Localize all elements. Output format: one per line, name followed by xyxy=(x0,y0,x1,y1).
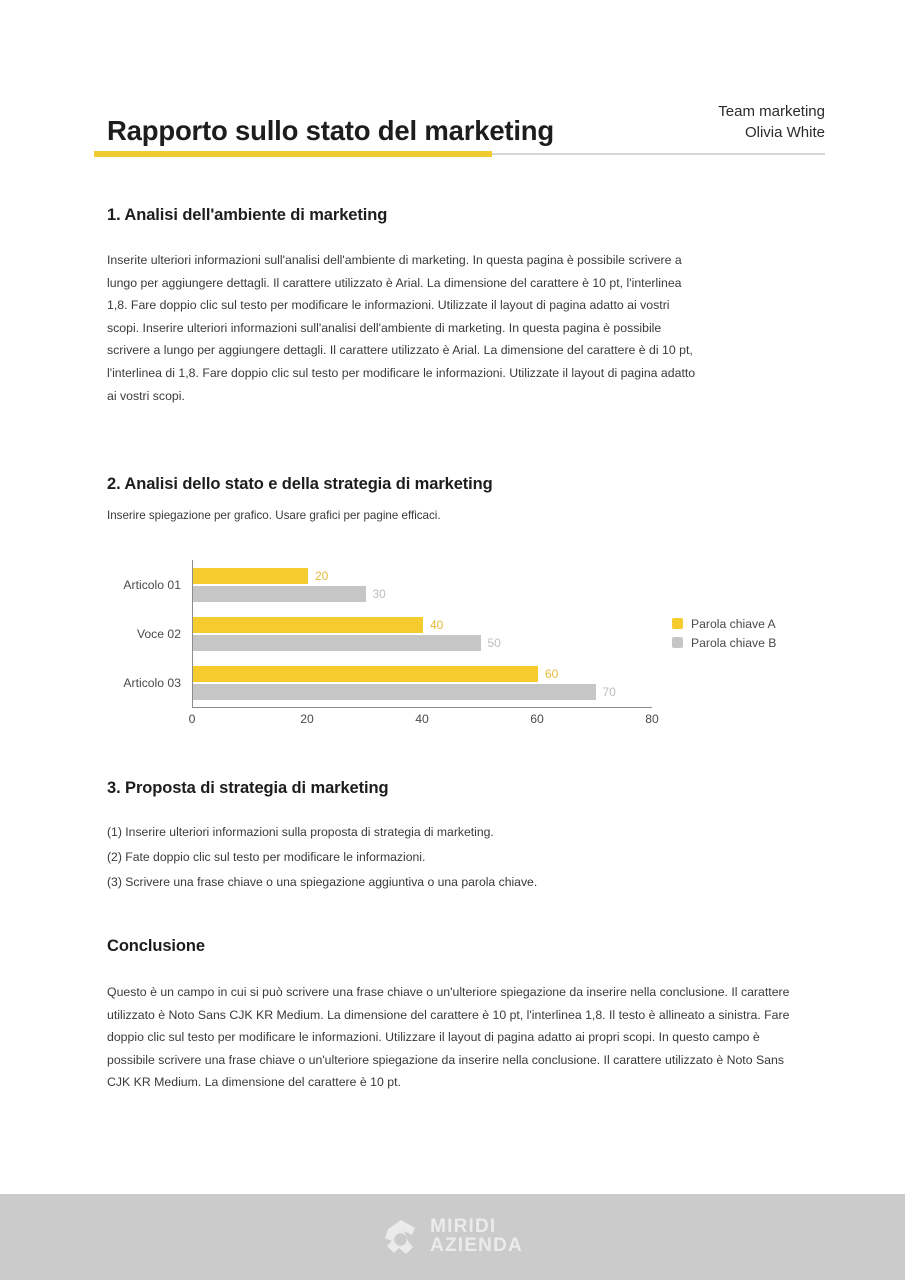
chart-bar xyxy=(193,568,308,584)
chart-bar-row xyxy=(193,666,642,682)
chart-bar xyxy=(193,684,596,700)
section-1-heading: 1. Analisi dell'ambiente di marketing xyxy=(107,206,388,224)
chart-legend xyxy=(672,614,842,652)
chart-bar-value-label: 70 xyxy=(602,685,616,700)
section-3 xyxy=(107,779,807,895)
chart-category-group xyxy=(136,617,642,651)
chart-bar-row xyxy=(193,617,642,633)
chart-bar-row xyxy=(193,684,642,700)
chart-bar-row xyxy=(193,568,642,584)
chart-bar-value-label: 50 xyxy=(487,636,501,650)
byline-team: Team marketing xyxy=(718,102,825,120)
chart-legend-item xyxy=(672,633,842,652)
chart-x-tick: 80 xyxy=(645,712,659,726)
chart-bar-value-label: 40 xyxy=(430,618,444,632)
chart-bar-value-label: 20 xyxy=(315,568,329,583)
chart-bar-value-label: 30 xyxy=(372,586,386,601)
section-2 xyxy=(107,475,807,524)
chart-legend-swatch xyxy=(672,637,683,648)
chart-plot-area xyxy=(123,560,659,726)
section-1-body: Inserite ulteriori informazioni sull'analisi dell'ambiente di marketing. In questa pagina è possibile scrivere a lungo per aggiungere dettagli. Il carattere utilizzato è Arial. La dimensione del carattere è 10 pt, l'interlinea 1,8. Fare doppio clic sul testo per modificare le informazioni. Utilizzate il layout di pagina adatto ai vostri scopi. Inserire ulteriori informazioni sull'analisi dell'ambiente di marketing. In questa pagina è possibile scrivere a lungo per aggiungere dettagli. Il carattere utilizzato è Arial. La dimensione del carattere è di 10 pt, l'interlinea di 1,8. Fare doppio clic sul testo per modificare le informazioni. Utilizzate il layout di pagina adatto ai vostri scopi. xyxy=(107,253,696,403)
section-4-body: Questo è un campo in cui si può scrivere una frase chiave o un'ulteriore spiegazione da inserire nella conclusione. Il carattere utilizzato è Noto Sans CJK KR Medium. La dimensione del carattere è 10 pt, l'interlinea 1,8. Il testo è allineato a sinistra. Fare doppio clic sul testo per modificare le informazioni. Utilizzare il layout di pagina adatto ai propri scopi. In questo campo è possibile scrivere una frase chiave o un'ulteriore spiegazione da inserire nella conclusione. Il carattere utilizzato è Noto Sans CJK KR Medium. La dimensione del carattere è 10 pt. xyxy=(107,985,790,1090)
company-logo xyxy=(382,1217,523,1257)
byline xyxy=(718,101,825,147)
chart-legend-item xyxy=(672,614,842,633)
page-title: Rapporto sullo stato del marketing xyxy=(107,114,555,146)
chart-category-label: Voce 02 xyxy=(136,627,181,641)
section-3-list-item: (3) Scrivere una frase chiave o una spiegazione aggiuntiva o una parola chiave. xyxy=(107,875,538,889)
chart-bar xyxy=(193,586,366,602)
chart-x-tick-labels xyxy=(188,712,659,728)
section-2-heading: 2. Analisi dello stato e della strategia di marketing xyxy=(107,475,493,493)
byline-author: Olivia White xyxy=(744,124,825,142)
header-accent-bar xyxy=(94,151,492,157)
chart-legend-label: Parola chiave A xyxy=(691,616,776,631)
chart-category-group xyxy=(123,666,642,700)
section-4 xyxy=(107,937,807,1094)
chart-category-group xyxy=(123,568,642,602)
chart-bar-row xyxy=(193,635,642,651)
section-4-heading: Conclusione xyxy=(107,937,205,955)
section-3-list-item: (1) Inserire ulteriori informazioni sulla proposta di strategia di marketing. xyxy=(107,825,494,839)
section-3-list xyxy=(107,820,807,895)
bar-chart xyxy=(107,552,777,727)
header-thin-rule xyxy=(492,153,825,155)
chart-bar-value-label: 60 xyxy=(545,667,559,682)
logo-wordmark xyxy=(430,1218,523,1255)
section-2-caption: Inserire spiegazione per grafico. Usare grafici per pagine efficaci. xyxy=(107,509,441,522)
page-footer xyxy=(0,1194,905,1280)
chart-x-tick: 60 xyxy=(530,712,544,726)
section-3-list-item: (2) Fate doppio clic sul testo per modificare le informazioni. xyxy=(107,850,426,864)
chart-x-tick: 40 xyxy=(415,712,429,726)
chart-bar xyxy=(193,666,538,682)
chart-x-axis xyxy=(192,707,652,708)
logo-mark-icon xyxy=(382,1217,420,1257)
chart-category-label: Articolo 03 xyxy=(123,676,181,691)
header-row xyxy=(94,88,825,146)
document-header xyxy=(94,88,825,160)
logo-line-1: MIRIDI xyxy=(430,1216,497,1238)
chart-bar xyxy=(193,617,423,633)
header-divider xyxy=(94,151,825,157)
chart-legend-swatch xyxy=(672,618,683,629)
section-1 xyxy=(107,206,707,407)
chart-x-tick: 20 xyxy=(300,712,314,726)
chart-bar-row xyxy=(193,586,642,602)
chart-legend-label: Parola chiave B xyxy=(691,635,777,650)
section-3-heading: 3. Proposta di strategia di marketing xyxy=(107,779,389,797)
chart-category-label: Articolo 01 xyxy=(123,577,181,592)
chart-bar xyxy=(193,635,481,651)
logo-line-2: AZIENDA xyxy=(430,1235,523,1256)
chart-x-tick: 0 xyxy=(188,712,196,726)
